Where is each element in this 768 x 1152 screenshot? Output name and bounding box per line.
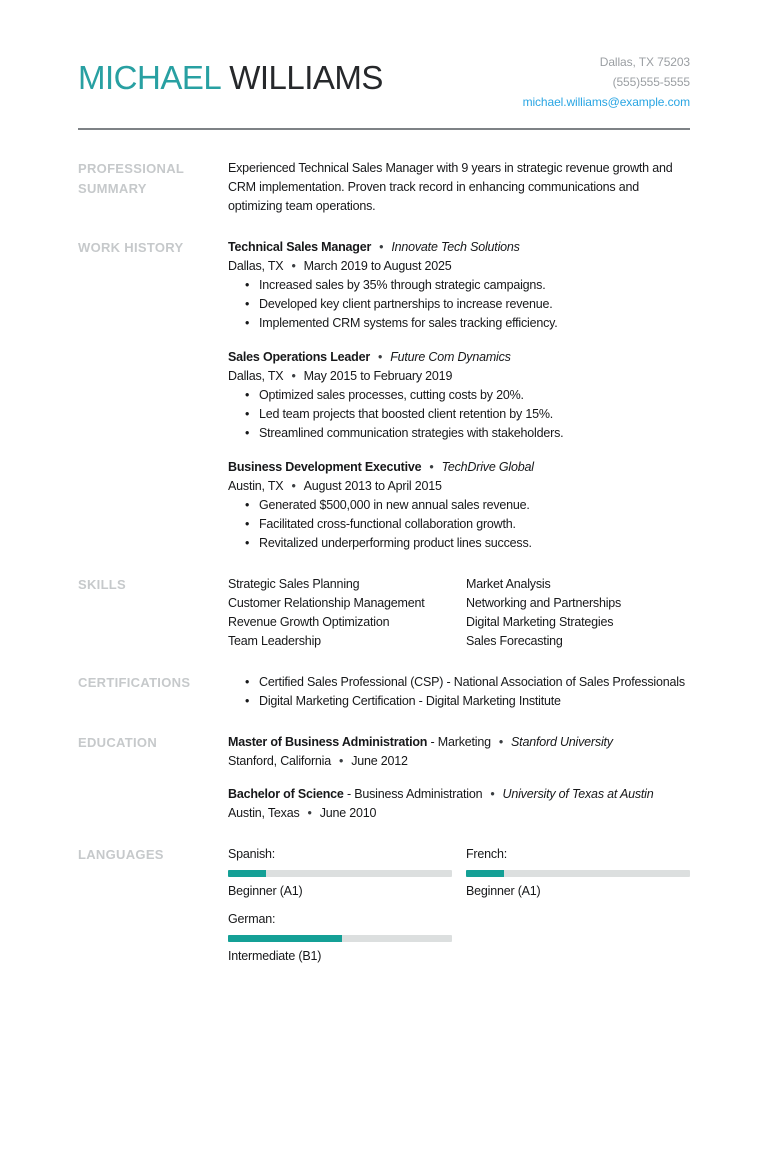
bullet-item — [228, 424, 690, 443]
job-dates: August 2013 to April 2015 — [303, 479, 442, 493]
job-dates: May 2015 to February 2019 — [303, 369, 453, 383]
language-proficiency-fill — [228, 935, 342, 942]
education-title-line — [228, 785, 690, 804]
bullet-item — [228, 386, 690, 405]
dot-separator: • — [339, 754, 344, 768]
bullet-marker: • — [245, 517, 250, 531]
certification-text: Digital Marketing Certification - Digital Marketing Institute — [259, 694, 561, 708]
job-bullet-list — [228, 496, 690, 553]
language-proficiency-fill — [466, 870, 504, 877]
bullet-text: Led team projects that boosted client retention by 15%. — [259, 407, 554, 421]
bullet-text: Developed key client partnerships to increase revenue. — [259, 297, 553, 311]
job-title-line — [228, 458, 690, 477]
last-name: WILLIAMS — [229, 59, 383, 96]
graduation-date: June 2010 — [319, 806, 377, 820]
skill-item: Customer Relationship Management — [228, 596, 425, 610]
section-heading-summary: PROFESSIONAL SUMMARY — [78, 161, 184, 196]
bullet-marker: • — [245, 388, 250, 402]
education-location: Austin, Texas — [228, 806, 300, 820]
section-heading-education: EDUCATION — [78, 735, 158, 750]
bullet-marker: • — [245, 407, 250, 421]
skill-item: Team Leadership — [228, 634, 321, 648]
section-languages — [78, 845, 690, 966]
bullet-item — [228, 405, 690, 424]
skills-column-2 — [466, 575, 690, 651]
school-name: Stanford University — [511, 735, 613, 749]
bullet-marker: • — [245, 498, 250, 512]
job-bullet-list — [228, 386, 690, 443]
section-skills — [78, 575, 690, 651]
certification-item — [228, 673, 690, 692]
job-location: Dallas, TX — [228, 259, 284, 273]
language-proficiency-fill — [228, 870, 266, 877]
dot-separator: • — [307, 806, 312, 820]
dot-separator: • — [379, 240, 384, 254]
job-meta-line — [228, 477, 690, 496]
certification-list — [228, 673, 690, 711]
bullet-text: Streamlined communication strategies with stakeholders. — [259, 426, 564, 440]
bullet-text: Increased sales by 35% through strategic campaigns. — [259, 278, 546, 292]
languages-grid — [228, 845, 690, 966]
job-company: TechDrive Global — [441, 460, 534, 474]
bullet-marker: • — [245, 694, 250, 708]
job-title: Business Development Executive — [228, 460, 422, 474]
job-location: Dallas, TX — [228, 369, 284, 383]
skill-item: Sales Forecasting — [466, 634, 563, 648]
skill-item: Digital Marketing Strategies — [466, 615, 614, 629]
certification-text: Certified Sales Professional (CSP) - National Association of Sales Professionals — [259, 675, 685, 689]
skill-item: Revenue Growth Optimization — [228, 615, 390, 629]
bullet-item — [228, 314, 690, 333]
education-entry — [228, 785, 690, 823]
section-work-history — [78, 238, 690, 553]
dot-separator: • — [291, 259, 296, 273]
bullet-marker: • — [245, 316, 250, 330]
field-of-study: Marketing — [437, 735, 491, 749]
header — [78, 52, 690, 112]
skills-grid — [228, 575, 690, 651]
contact-phone: (555)555-5555 — [612, 75, 690, 89]
skill-item: Strategic Sales Planning — [228, 577, 360, 591]
dot-separator: • — [378, 350, 383, 364]
section-heading-languages: LANGUAGES — [78, 847, 164, 862]
job-title-line — [228, 238, 690, 257]
section-heading-work: WORK HISTORY — [78, 240, 184, 255]
job-title: Sales Operations Leader — [228, 350, 370, 364]
field-of-study: Business Administration — [354, 787, 483, 801]
contact-block — [523, 52, 690, 112]
section-professional-summary — [78, 159, 690, 216]
language-name: German: — [228, 912, 276, 926]
dot-separator: • — [490, 787, 495, 801]
hyphen-separator: - — [346, 787, 351, 801]
education-meta-line — [228, 752, 690, 771]
page-title — [78, 60, 383, 96]
language-level: Intermediate (B1) — [228, 949, 322, 963]
bullet-marker: • — [245, 278, 250, 292]
certification-item — [228, 692, 690, 711]
header-divider — [78, 128, 690, 130]
dot-separator: • — [429, 460, 434, 474]
job-entry — [228, 348, 690, 443]
language-proficiency-bar — [466, 870, 690, 877]
bullet-item — [228, 534, 690, 553]
degree: Master of Business Administration — [228, 735, 428, 749]
bullet-marker: • — [245, 536, 250, 550]
bullet-text: Optimized sales processes, cutting costs by 20%. — [259, 388, 524, 402]
education-title-line — [228, 733, 690, 752]
language-item — [466, 845, 690, 901]
dot-separator: • — [291, 369, 296, 383]
language-item — [228, 910, 452, 966]
job-company: Future Com Dynamics — [390, 350, 511, 364]
language-item — [228, 845, 452, 901]
bullet-item — [228, 295, 690, 314]
section-education — [78, 733, 690, 823]
education-location: Stanford, California — [228, 754, 332, 768]
language-name: Spanish: — [228, 847, 276, 861]
job-entry — [228, 458, 690, 553]
hyphen-separator: - — [430, 735, 435, 749]
job-title-line — [228, 348, 690, 367]
job-dates: March 2019 to August 2025 — [303, 259, 452, 273]
education-entry — [228, 733, 690, 771]
bullet-text: Generated $500,000 in new annual sales revenue. — [259, 498, 530, 512]
bullet-text: Revitalized underperforming product lines success. — [259, 536, 532, 550]
bullet-text: Implemented CRM systems for sales tracking efficiency. — [259, 316, 558, 330]
language-name: French: — [466, 847, 507, 861]
bullet-item — [228, 515, 690, 534]
job-title: Technical Sales Manager — [228, 240, 372, 254]
skill-item: Networking and Partnerships — [466, 596, 622, 610]
graduation-date: June 2012 — [351, 754, 408, 768]
job-entry — [228, 238, 690, 333]
bullet-marker: • — [245, 426, 250, 440]
bullet-item — [228, 276, 690, 295]
job-meta-line — [228, 257, 690, 276]
job-meta-line — [228, 367, 690, 386]
first-name: MICHAEL — [78, 59, 222, 96]
section-certifications — [78, 673, 690, 711]
skill-item: Market Analysis — [466, 577, 551, 591]
dot-separator: • — [498, 735, 504, 749]
education-meta-line — [228, 804, 690, 823]
bullet-item — [228, 496, 690, 515]
contact-email-link[interactable]: michael.williams@example.com — [522, 95, 690, 109]
job-location: Austin, TX — [228, 479, 284, 493]
language-level: Beginner (A1) — [228, 884, 303, 898]
job-bullet-list — [228, 276, 690, 333]
language-level: Beginner (A1) — [466, 884, 541, 898]
summary-text: Experienced Technical Sales Manager with 9 years in strategic revenue growth and CRM implementation. Proven track record in enhancing communications and optimizing team operations. — [228, 161, 673, 213]
section-heading-skills: SKILLS — [78, 577, 127, 592]
dot-separator: • — [291, 479, 296, 493]
bullet-marker: • — [245, 297, 250, 311]
contact-location: Dallas, TX 75203 — [599, 55, 690, 69]
bullet-text: Facilitated cross-functional collaboration growth. — [259, 517, 516, 531]
degree: Bachelor of Science — [228, 787, 344, 801]
language-proficiency-bar — [228, 870, 452, 877]
school-name: University of Texas at Austin — [502, 787, 654, 801]
language-proficiency-bar — [228, 935, 452, 942]
section-heading-certifications: CERTIFICATIONS — [78, 675, 191, 690]
skills-column-1 — [228, 575, 452, 651]
bullet-marker: • — [245, 675, 250, 689]
job-company: Innovate Tech Solutions — [391, 240, 520, 254]
